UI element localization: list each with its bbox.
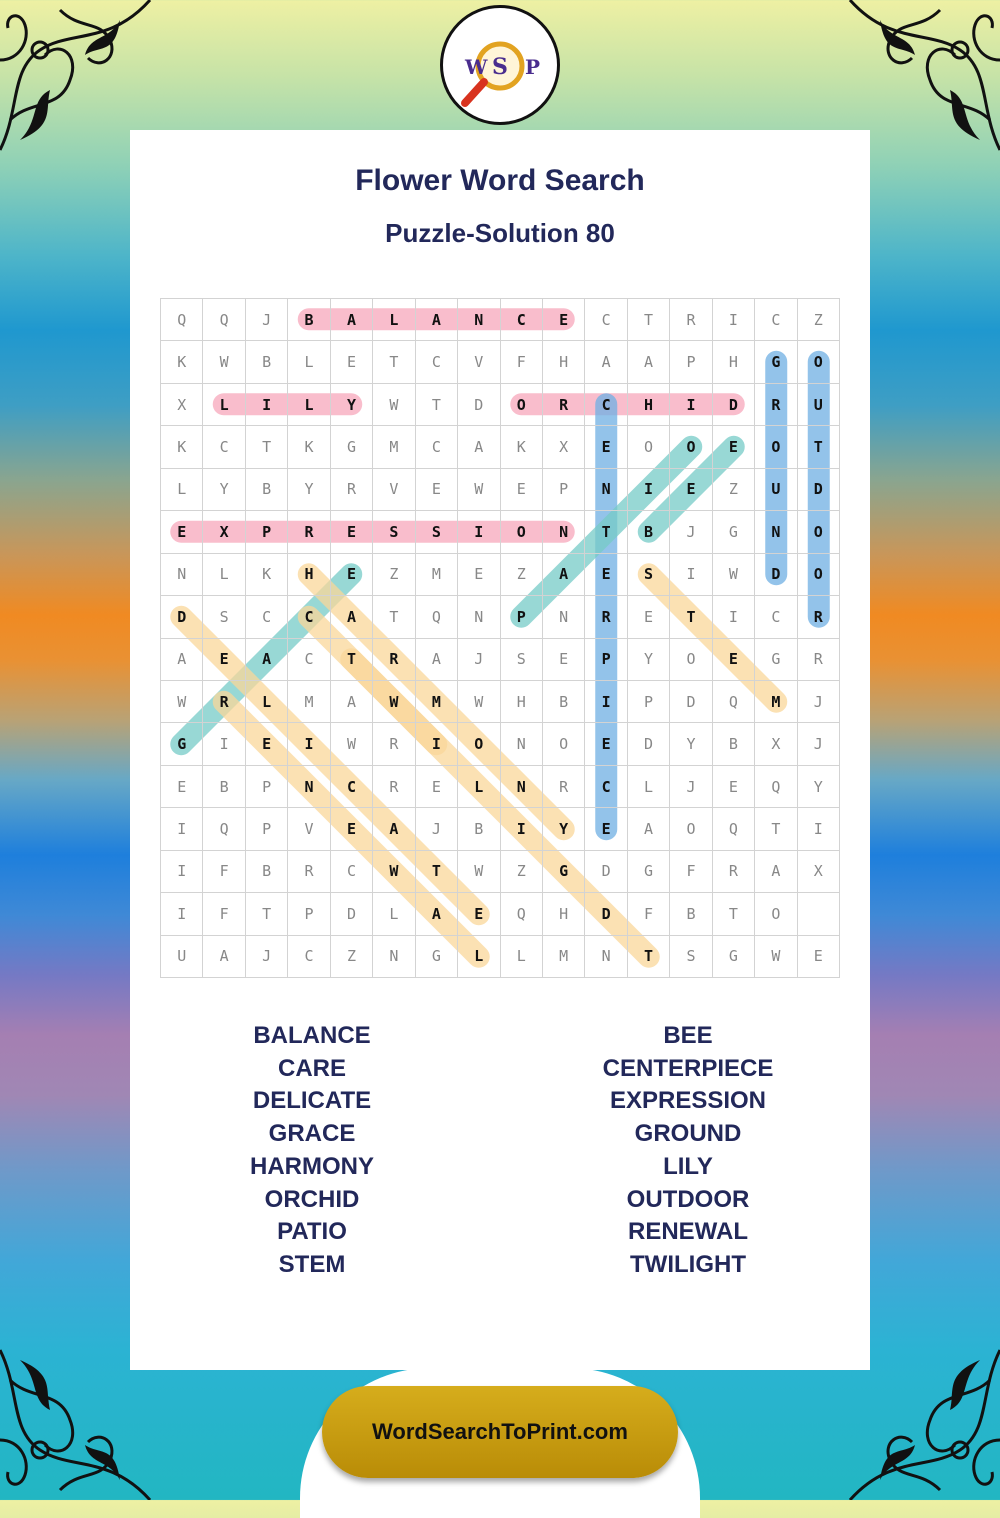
grid-cell[interactable]: R (543, 384, 585, 426)
grid-cell[interactable]: W (458, 469, 500, 511)
grid-cell[interactable]: C (288, 596, 330, 638)
word-list-item: HARMONY (250, 1152, 374, 1180)
grid-cell[interactable]: S (373, 511, 415, 553)
grid-cell[interactable]: D (585, 893, 627, 935)
grid-cell[interactable]: G (755, 639, 797, 681)
grid-cell[interactable]: G (331, 426, 373, 468)
grid-cell[interactable]: A (416, 639, 458, 681)
grid-cell[interactable]: Q (755, 766, 797, 808)
grid-cell[interactable]: N (458, 299, 500, 341)
grid-cell[interactable]: Q (713, 808, 755, 850)
grid-cell[interactable]: B (246, 851, 288, 893)
grid-cell[interactable]: N (543, 596, 585, 638)
grid-cell[interactable]: A (331, 681, 373, 723)
grid-cell[interactable]: E (543, 639, 585, 681)
grid-cell[interactable]: A (585, 341, 627, 383)
grid-cell[interactable]: K (246, 554, 288, 596)
grid-cell[interactable]: B (713, 723, 755, 765)
grid-cell[interactable]: P (543, 469, 585, 511)
grid-cell[interactable]: D (161, 596, 203, 638)
grid-cell[interactable]: R (373, 639, 415, 681)
grid-cell[interactable]: P (246, 766, 288, 808)
grid-cell[interactable]: E (713, 426, 755, 468)
grid-cell[interactable]: A (331, 299, 373, 341)
grid-cell[interactable]: K (501, 426, 543, 468)
grid-cell[interactable]: A (755, 851, 797, 893)
grid-cell[interactable]: C (288, 639, 330, 681)
grid-cell[interactable]: E (161, 511, 203, 553)
grid-cell[interactable]: D (798, 469, 840, 511)
grid-cell[interactable]: M (755, 681, 797, 723)
grid-cell[interactable]: F (670, 851, 712, 893)
word-list-item: GRACE (268, 1120, 356, 1148)
grid-cell[interactable]: O (798, 554, 840, 596)
grid-cell[interactable]: D (331, 893, 373, 935)
grid-cell[interactable]: Q (416, 596, 458, 638)
grid-cell[interactable]: R (585, 596, 627, 638)
grid-cell[interactable]: T (585, 511, 627, 553)
grid-cell[interactable]: R (331, 469, 373, 511)
grid-cell[interactable]: I (501, 808, 543, 850)
grid-cell[interactable]: X (203, 511, 245, 553)
grid-cell[interactable]: W (458, 851, 500, 893)
grid-cell[interactable]: T (713, 893, 755, 935)
grid-cell[interactable]: C (246, 596, 288, 638)
grid-cell[interactable]: Z (373, 554, 415, 596)
grid-cell[interactable]: T (670, 596, 712, 638)
grid-cell[interactable]: R (670, 299, 712, 341)
page-title: Flower Word Search (355, 164, 645, 197)
grid-cell[interactable]: X (161, 384, 203, 426)
grid-cell[interactable]: Z (501, 554, 543, 596)
grid-cell[interactable]: O (670, 639, 712, 681)
grid-cell[interactable]: W (458, 681, 500, 723)
word-list-left (162, 1020, 462, 1282)
grid-cell[interactable]: B (628, 511, 670, 553)
grid-cell[interactable]: B (670, 893, 712, 935)
grid-cell[interactable]: A (628, 808, 670, 850)
grid-cell[interactable]: Q (161, 299, 203, 341)
grid-cell[interactable]: P (628, 681, 670, 723)
grid-cell[interactable]: O (798, 511, 840, 553)
grid-cell[interactable]: Q (203, 299, 245, 341)
grid-cell[interactable]: H (501, 681, 543, 723)
grid-cell[interactable]: M (416, 554, 458, 596)
grid-cell[interactable]: J (246, 936, 288, 978)
grid-cell[interactable]: N (543, 511, 585, 553)
grid-cell[interactable]: M (543, 936, 585, 978)
grid-cell[interactable]: P (246, 808, 288, 850)
grid-cell[interactable]: P (585, 639, 627, 681)
grid-cell[interactable]: D (628, 723, 670, 765)
grid-cell[interactable]: M (373, 426, 415, 468)
grid-cell[interactable]: E (501, 469, 543, 511)
grid-cell[interactable]: L (288, 341, 330, 383)
grid-cell[interactable]: A (458, 426, 500, 468)
word-list-item: CARE (277, 1054, 346, 1082)
grid-cell[interactable]: Q (501, 893, 543, 935)
grid-cell[interactable]: C (585, 299, 627, 341)
grid-cell[interactable]: L (161, 469, 203, 511)
grid-cell[interactable]: S (203, 596, 245, 638)
grid-cell[interactable]: O (501, 384, 543, 426)
grid-cell[interactable]: N (373, 936, 415, 978)
grid-cell[interactable]: E (543, 299, 585, 341)
grid-cell[interactable]: R (373, 723, 415, 765)
grid-cell[interactable]: T (373, 596, 415, 638)
grid-cell[interactable]: E (798, 936, 840, 978)
grid-cell[interactable]: C (585, 384, 627, 426)
grid-cell[interactable]: J (798, 723, 840, 765)
grid-cell[interactable]: E (331, 511, 373, 553)
grid-cell[interactable]: I (416, 723, 458, 765)
grid-cell[interactable]: A (373, 808, 415, 850)
grid-cell[interactable]: Y (331, 384, 373, 426)
grid-cell[interactable]: A (161, 639, 203, 681)
grid-cell[interactable]: A (416, 299, 458, 341)
grid-cell[interactable]: U (755, 469, 797, 511)
grid-cell[interactable]: N (585, 469, 627, 511)
grid-cell[interactable]: C (331, 851, 373, 893)
grid-cell[interactable]: L (373, 299, 415, 341)
grid-cell[interactable]: A (203, 936, 245, 978)
grid-cell[interactable]: S (416, 511, 458, 553)
grid-cell[interactable]: E (203, 639, 245, 681)
grid-cell[interactable]: A (543, 554, 585, 596)
grid-cell[interactable]: E (458, 893, 500, 935)
grid-cell[interactable]: T (416, 851, 458, 893)
grid-cell[interactable]: L (628, 766, 670, 808)
word-list-item: BALANCE (253, 1022, 371, 1049)
grid-cell[interactable]: I (713, 596, 755, 638)
grid-cell[interactable]: R (543, 766, 585, 808)
grid-cell[interactable]: A (246, 639, 288, 681)
grid-cell[interactable]: I (713, 299, 755, 341)
grid-cell[interactable]: T (331, 639, 373, 681)
grid-cell[interactable]: R (203, 681, 245, 723)
grid-cell[interactable]: N (501, 766, 543, 808)
grid-cell[interactable]: K (161, 426, 203, 468)
grid-cell[interactable]: Y (288, 469, 330, 511)
grid-cell[interactable]: E (161, 766, 203, 808)
grid-cell[interactable]: I (628, 469, 670, 511)
grid-cell[interactable]: G (416, 936, 458, 978)
grid-cell[interactable]: C (203, 426, 245, 468)
grid-cell[interactable]: E (628, 596, 670, 638)
grid-cell[interactable]: R (755, 384, 797, 426)
grid-cell[interactable]: T (416, 384, 458, 426)
grid-cell[interactable]: C (416, 341, 458, 383)
grid-cell[interactable]: E (585, 426, 627, 468)
grid-cell[interactable]: E (331, 341, 373, 383)
grid-cell[interactable]: I (203, 723, 245, 765)
grid-cell[interactable]: Z (798, 299, 840, 341)
grid-cell[interactable]: I (288, 723, 330, 765)
grid-cell[interactable]: P (501, 596, 543, 638)
grid-cell[interactable]: C (501, 299, 543, 341)
grid-cell[interactable]: I (585, 681, 627, 723)
grid-cell[interactable]: V (288, 808, 330, 850)
word-list-item: TWILIGHT (630, 1250, 746, 1278)
grid-cell[interactable]: I (670, 384, 712, 426)
grid-cell[interactable]: U (798, 384, 840, 426)
site-logo[interactable] (440, 5, 560, 125)
grid-cell[interactable]: O (543, 723, 585, 765)
word-list-item: OUTDOOR (626, 1185, 750, 1213)
grid-cell[interactable]: F (501, 341, 543, 383)
grid-cell[interactable]: W (203, 341, 245, 383)
grid-cell[interactable]: E (670, 469, 712, 511)
grid-cell[interactable]: H (713, 341, 755, 383)
grid-cell[interactable]: T (628, 299, 670, 341)
word-list-right (538, 1020, 838, 1282)
letter-grid (160, 298, 840, 978)
website-button[interactable]: WordSearchToPrint.com (322, 1386, 678, 1478)
grid-cell[interactable]: Z (501, 851, 543, 893)
grid-cell[interactable]: U (161, 936, 203, 978)
grid-cell[interactable]: X (755, 723, 797, 765)
grid-cell[interactable]: E (713, 639, 755, 681)
grid-cell[interactable]: X (543, 426, 585, 468)
grid-cell[interactable]: G (713, 936, 755, 978)
grid-cell[interactable]: L (246, 681, 288, 723)
grid-cell[interactable]: W (713, 554, 755, 596)
word-list-item: CENTERPIECE (602, 1054, 774, 1082)
grid-cell[interactable]: A (331, 596, 373, 638)
grid-cell[interactable]: R (798, 639, 840, 681)
grid-cell[interactable]: F (203, 851, 245, 893)
grid-cell[interactable]: J (246, 299, 288, 341)
grid-cell[interactable]: F (628, 893, 670, 935)
grid-cell[interactable]: H (543, 341, 585, 383)
logo-letter-p: P (525, 55, 541, 79)
grid-cell[interactable]: S (670, 936, 712, 978)
grid-cell[interactable]: R (288, 511, 330, 553)
magnifier-icon (443, 8, 557, 122)
logo-letter-w: W (465, 55, 488, 79)
grid-cell[interactable] (798, 893, 840, 935)
grid-cell[interactable]: I (458, 511, 500, 553)
grid-cell[interactable]: T (755, 808, 797, 850)
grid-cell[interactable]: Y (543, 808, 585, 850)
puzzle-card (130, 130, 870, 1370)
grid-cell[interactable]: G (713, 511, 755, 553)
grid-cell[interactable]: E (585, 554, 627, 596)
grid-cell[interactable]: R (713, 851, 755, 893)
grid-cell[interactable]: L (203, 384, 245, 426)
grid-cell[interactable]: T (798, 426, 840, 468)
grid-cell[interactable]: W (161, 681, 203, 723)
grid-cell[interactable]: T (246, 426, 288, 468)
grid-cell[interactable]: C (755, 596, 797, 638)
grid-cell[interactable]: E (585, 723, 627, 765)
grid-cell[interactable]: J (798, 681, 840, 723)
grid-cell[interactable]: D (713, 384, 755, 426)
grid-cell[interactable]: I (161, 851, 203, 893)
grid-cell[interactable]: B (246, 469, 288, 511)
grid-cell[interactable]: N (288, 766, 330, 808)
page-subtitle: Puzzle-Solution 80 (385, 218, 615, 248)
grid-cell[interactable]: D (458, 384, 500, 426)
grid-cell[interactable]: B (458, 808, 500, 850)
grid-cell[interactable]: B (288, 299, 330, 341)
grid-cell[interactable]: M (288, 681, 330, 723)
grid-cell[interactable]: O (501, 511, 543, 553)
grid-cell[interactable]: J (670, 511, 712, 553)
grid-cell[interactable]: G (628, 851, 670, 893)
grid-cell[interactable]: O (755, 893, 797, 935)
grid-cell[interactable]: W (373, 384, 415, 426)
grid-cell[interactable]: J (670, 766, 712, 808)
grid-cell[interactable]: W (755, 936, 797, 978)
grid-cell[interactable]: W (373, 851, 415, 893)
grid-cell[interactable]: Y (628, 639, 670, 681)
grid-cell[interactable]: I (798, 808, 840, 850)
grid-cell[interactable]: W (331, 723, 373, 765)
grid-cell[interactable]: E (246, 723, 288, 765)
grid-cell[interactable]: D (585, 851, 627, 893)
grid-cell[interactable]: T (246, 893, 288, 935)
grid-cell[interactable]: K (161, 341, 203, 383)
grid-cell[interactable]: N (585, 936, 627, 978)
grid-cell[interactable]: M (416, 681, 458, 723)
word-list-item: GROUND (634, 1120, 742, 1148)
grid-cell[interactable]: O (670, 426, 712, 468)
word-list-item: DELICATE (252, 1087, 372, 1115)
grid-cell[interactable]: I (670, 554, 712, 596)
word-list-item: BEE (663, 1022, 713, 1049)
grid-cell[interactable]: C (755, 299, 797, 341)
grid-cell[interactable]: P (670, 341, 712, 383)
grid-cell[interactable]: V (458, 341, 500, 383)
grid-cell[interactable]: Q (713, 681, 755, 723)
grid-cell[interactable]: B (203, 766, 245, 808)
grid-cell[interactable]: Q (203, 808, 245, 850)
grid-cell[interactable]: C (585, 766, 627, 808)
grid-cell[interactable]: S (628, 554, 670, 596)
grid-cell[interactable]: H (543, 893, 585, 935)
grid-cell[interactable]: B (543, 681, 585, 723)
grid-cell[interactable]: N (501, 723, 543, 765)
word-list-item: STEM (278, 1250, 346, 1278)
grid-cell[interactable]: N (755, 511, 797, 553)
grid-cell[interactable]: E (713, 766, 755, 808)
grid-cell[interactable]: C (416, 426, 458, 468)
grid-cell[interactable]: Y (670, 723, 712, 765)
grid-cell[interactable]: L (203, 554, 245, 596)
grid-cell[interactable]: L (288, 384, 330, 426)
grid-cell[interactable]: R (798, 596, 840, 638)
logo-letter-s: S (492, 54, 508, 80)
word-list-item: RENEWAL (628, 1218, 748, 1246)
grid-cell[interactable]: F (203, 893, 245, 935)
grid-cell[interactable]: O (798, 341, 840, 383)
grid-cell[interactable]: B (246, 341, 288, 383)
grid-cell[interactable]: T (628, 936, 670, 978)
grid-cell[interactable]: C (288, 936, 330, 978)
grid-cell[interactable]: E (458, 554, 500, 596)
grid-cell[interactable]: A (416, 893, 458, 935)
grid-cell[interactable]: Z (331, 936, 373, 978)
grid-cell[interactable]: A (628, 341, 670, 383)
word-list-item: ORCHID (264, 1185, 360, 1213)
grid-cell[interactable]: L (501, 936, 543, 978)
grid-cell[interactable]: O (755, 426, 797, 468)
grid-cell[interactable]: R (288, 851, 330, 893)
grid-cell[interactable]: L (458, 936, 500, 978)
grid-cell[interactable]: I (246, 384, 288, 426)
grid-cell[interactable]: G (755, 341, 797, 383)
grid-cell[interactable]: E (416, 469, 458, 511)
grid-cell[interactable]: L (458, 766, 500, 808)
grid-cell[interactable]: N (458, 596, 500, 638)
grid-cell[interactable]: K (288, 426, 330, 468)
grid-cell[interactable]: O (458, 723, 500, 765)
grid-cell[interactable]: N (161, 554, 203, 596)
grid-cell[interactable]: R (373, 766, 415, 808)
grid-cell[interactable]: G (543, 851, 585, 893)
grid-cell[interactable]: I (161, 893, 203, 935)
grid-cell[interactable]: I (161, 808, 203, 850)
word-list-item: EXPRESSION (609, 1087, 767, 1115)
grid-cell[interactable]: V (373, 469, 415, 511)
grid-cell[interactable]: Y (203, 469, 245, 511)
grid-cell[interactable]: W (373, 681, 415, 723)
word-list-item: PATIO (277, 1218, 347, 1246)
grid-cell[interactable]: P (288, 893, 330, 935)
grid-cell[interactable]: H (288, 554, 330, 596)
word-list-item: LILY (663, 1152, 713, 1180)
grid-cell[interactable]: P (246, 511, 288, 553)
grid-cell[interactable]: E (585, 808, 627, 850)
grid-cell[interactable]: T (373, 341, 415, 383)
grid-cell[interactable]: J (458, 639, 500, 681)
grid-cell[interactable]: Y (798, 766, 840, 808)
grid-cell[interactable]: E (331, 808, 373, 850)
grid-cell[interactable]: J (416, 808, 458, 850)
grid-cell[interactable]: H (628, 384, 670, 426)
grid-cell[interactable]: Z (713, 469, 755, 511)
grid-cell[interactable]: O (628, 426, 670, 468)
grid-cell[interactable]: E (331, 554, 373, 596)
grid-cell[interactable]: D (755, 554, 797, 596)
grid-cell[interactable]: D (670, 681, 712, 723)
grid-cell[interactable]: G (161, 723, 203, 765)
grid-cell[interactable]: L (373, 893, 415, 935)
grid-cell[interactable]: E (416, 766, 458, 808)
grid-cell[interactable]: O (670, 808, 712, 850)
grid-cell[interactable]: C (331, 766, 373, 808)
word-search-grid (160, 298, 840, 978)
grid-cell[interactable]: X (798, 851, 840, 893)
grid-cell[interactable]: S (501, 639, 543, 681)
